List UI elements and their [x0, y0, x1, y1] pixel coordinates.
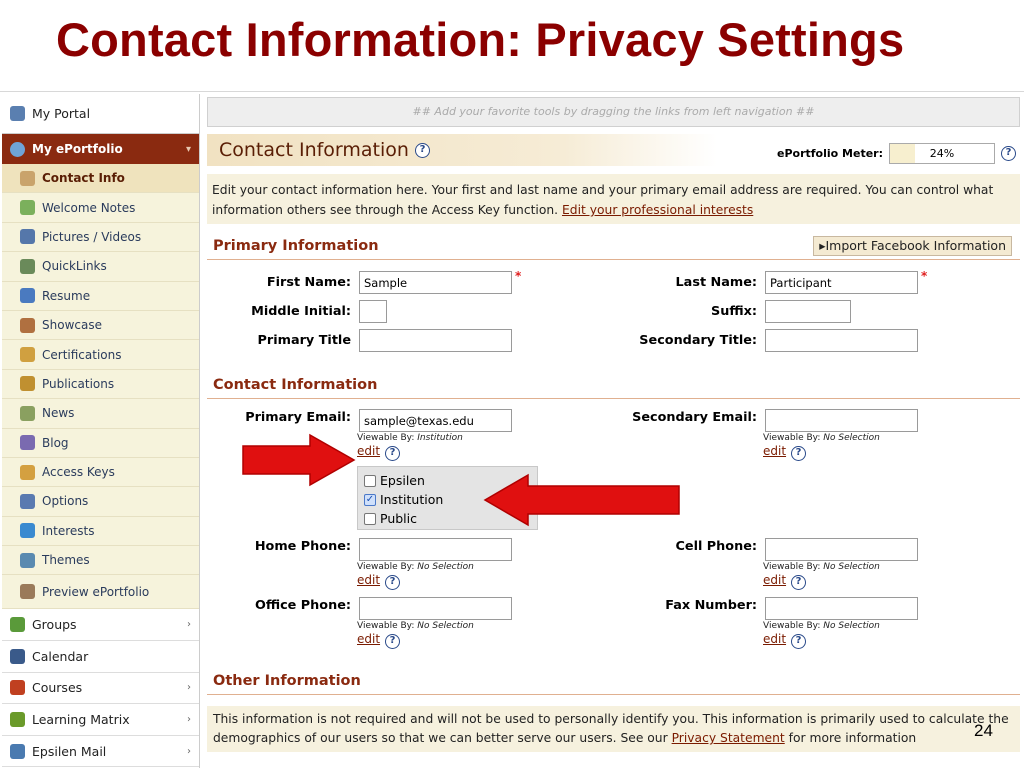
meter-help-icon[interactable]: ?	[1001, 146, 1016, 161]
globe-icon	[20, 523, 35, 538]
showcase-icon	[20, 318, 35, 333]
sidebar-item-pictures-videos[interactable]	[2, 223, 199, 252]
office-phone-label: Office Phone:	[254, 598, 351, 613]
cell-phone-viewable: Viewable By: No Selection	[763, 562, 880, 572]
eportfolio-meter	[889, 143, 995, 164]
sidebar-item-options[interactable]	[2, 487, 199, 516]
checkbox[interactable]	[364, 475, 376, 487]
other-info-tail: for more information	[788, 731, 917, 745]
sidebar-item-label: Themes	[42, 553, 90, 568]
help-icon[interactable]: ?	[385, 575, 400, 590]
contact-info-header	[207, 134, 717, 166]
sidebar-item-calendar[interactable]	[2, 641, 199, 673]
main-nav-list	[2, 609, 199, 767]
sidebar-item-label: Preview ePortfolio	[42, 584, 150, 599]
fax-number-edit-link[interactable]: edit	[763, 632, 787, 646]
groups-icon	[10, 617, 25, 632]
office-phone-viewable: Viewable By: No Selection	[357, 621, 474, 631]
other-info-text: This information is not required and will not be used to personally identify you. This information is primarily used to calculate the demographics of our users so that we can better serve our users. See our	[213, 712, 1009, 745]
calendar-icon	[10, 649, 25, 664]
help-icon[interactable]: ?	[791, 575, 806, 590]
section-title: Contact Information	[213, 377, 378, 393]
sidebar-item-label: Welcome Notes	[42, 200, 136, 215]
secondary-title-field[interactable]	[765, 329, 918, 352]
sidebar-item-certifications[interactable]	[2, 340, 199, 369]
help-icon[interactable]: ?	[385, 634, 400, 649]
triangle-right-icon: ▸	[819, 238, 826, 253]
first-name-label: First Name:	[266, 275, 351, 290]
sidebar-item-contact-info[interactable]	[2, 164, 199, 193]
mail-icon	[10, 744, 25, 759]
chevron-right-icon: ›	[187, 682, 191, 694]
sidebar-item-label: QuickLinks	[42, 259, 107, 274]
list-icon	[20, 494, 35, 509]
contact-card-icon	[20, 171, 35, 186]
required-asterisk: *	[515, 269, 522, 283]
courses-icon	[10, 680, 25, 695]
slide-title: Contact Information: Privacy Settings	[56, 13, 905, 66]
nav-my-eportfolio-label: My ePortfolio	[32, 142, 123, 156]
secondary-title-label: Secondary Title:	[639, 333, 757, 348]
sidebar-item-label: Learning Matrix	[32, 712, 130, 728]
help-icon[interactable]: ?	[791, 634, 806, 649]
description-box	[207, 174, 1020, 224]
primary-info-section	[207, 234, 1020, 260]
home-phone-edit-link[interactable]: edit	[357, 573, 381, 587]
secondary-email-viewable: Viewable By: No Selection	[763, 433, 880, 443]
primary-email-viewable: Viewable By: Institution	[357, 433, 463, 443]
sidebar-item-label: News	[42, 406, 75, 421]
link-chain-icon	[20, 259, 35, 274]
sidebar-item-interests[interactable]	[2, 517, 199, 546]
sidebar-item-label: Calendar	[32, 648, 89, 664]
cell-phone-field[interactable]	[765, 538, 918, 561]
annotation-arrow-right	[240, 432, 358, 488]
home-phone-label: Home Phone:	[254, 539, 351, 554]
sidebar-item-welcome-notes[interactable]	[2, 193, 199, 222]
suffix-label: Suffix:	[711, 304, 757, 319]
office-phone-edit-link[interactable]: edit	[357, 632, 381, 646]
other-info-box	[207, 706, 1020, 752]
primary-email-edit-link[interactable]: edit	[357, 444, 381, 458]
chevron-down-icon: ▾	[185, 143, 191, 155]
other-info-section	[207, 669, 1020, 695]
people-icon	[20, 435, 35, 450]
sidebar-item-label: Access Keys	[42, 465, 115, 480]
theme-icon	[20, 553, 35, 568]
sidebar-item-preview-eportfolio[interactable]	[2, 575, 199, 609]
cell-phone-edit-link[interactable]: edit	[763, 573, 787, 587]
cell-phone-label: Cell Phone:	[675, 539, 757, 554]
edit-interests-link[interactable]: Edit your professional interests	[562, 203, 754, 217]
last-name-field[interactable]	[765, 271, 918, 294]
last-name-label: Last Name:	[675, 275, 757, 290]
main-content	[205, 94, 1020, 768]
secondary-email-edit-link[interactable]: edit	[763, 444, 787, 458]
nav-my-eportfolio[interactable]	[2, 134, 199, 164]
sidebar-item-themes[interactable]	[2, 546, 199, 575]
sidebar-item-label: Blog	[42, 435, 69, 450]
section-title: Primary Information	[213, 238, 379, 254]
help-icon[interactable]: ?	[791, 446, 806, 461]
sidebar-item-label: Epsilen Mail	[32, 743, 107, 759]
middle-initial-label: Middle Initial:	[251, 304, 351, 319]
sidebar-item-blog[interactable]	[2, 429, 199, 458]
middle-initial-field[interactable]	[359, 300, 387, 323]
chevron-right-icon: ›	[187, 745, 191, 757]
sidebar-item-label: Courses	[32, 680, 83, 696]
secondary-email-label: Secondary Email:	[632, 410, 757, 425]
help-icon[interactable]: ?	[385, 446, 400, 461]
page-title: Contact Information ?	[219, 139, 430, 161]
home-phone-field[interactable]	[359, 538, 512, 561]
chevron-right-icon: ›	[187, 714, 191, 726]
sidebar-item-quicklinks[interactable]	[2, 252, 199, 281]
suffix-field[interactable]	[765, 300, 851, 323]
option-public[interactable]: Public	[364, 511, 417, 526]
help-icon[interactable]: ?	[415, 143, 430, 158]
tag-icon	[20, 406, 35, 421]
meter-value: 24%	[929, 147, 955, 160]
sidebar-item-publications[interactable]	[2, 370, 199, 399]
sidebar-item-label: Contact Info	[42, 171, 125, 186]
sidebar-item-groups[interactable]	[2, 609, 199, 641]
section-title: Other Information	[213, 673, 361, 689]
sidebar-item-access-keys[interactable]	[2, 458, 199, 487]
slide-title-bar	[0, 0, 1024, 92]
preview-icon	[20, 584, 35, 599]
import-facebook-button[interactable]: ▸Import Facebook Information	[813, 236, 1012, 256]
book-icon	[20, 376, 35, 391]
sidebar-item-label: Interests	[42, 523, 95, 538]
fax-number-label: Fax Number:	[665, 598, 757, 613]
primary-title-field[interactable]	[359, 329, 512, 352]
sidebar	[2, 94, 200, 768]
film-icon	[20, 229, 35, 244]
fax-number-field[interactable]	[765, 597, 918, 620]
chevron-right-icon: ›	[187, 619, 191, 631]
sidebar-item-label: Options	[42, 494, 89, 509]
sidebar-item-label: Showcase	[42, 318, 102, 333]
first-name-field[interactable]	[359, 271, 512, 294]
key-icon	[20, 465, 35, 480]
sidebar-item-resume[interactable]	[2, 282, 199, 311]
nav-my-portal-label: My Portal	[32, 106, 91, 121]
certificate-icon	[20, 347, 35, 362]
option-institution[interactable]: ✓ Institution	[365, 492, 444, 507]
fax-number-viewable: Viewable By: No Selection	[763, 621, 880, 631]
note-pencil-icon	[20, 200, 35, 215]
sidebar-item-label: Certifications	[42, 347, 122, 362]
sidebar-item-label: Groups	[32, 617, 77, 633]
checkbox[interactable]: ✓	[365, 493, 375, 505]
sidebar-item-news[interactable]	[2, 399, 199, 428]
contact-info-section	[207, 373, 1020, 399]
nav-my-portal[interactable]	[2, 94, 199, 134]
sidebar-item-label: Publications	[42, 376, 115, 391]
matrix-icon	[10, 712, 25, 727]
sidebar-item-courses[interactable]	[2, 673, 199, 705]
home-phone-viewable: Viewable By: No Selection	[357, 562, 474, 572]
sidebar-item-epsilen-mail[interactable]	[2, 736, 199, 768]
sidebar-item-showcase[interactable]	[2, 311, 199, 340]
checkbox[interactable]	[364, 513, 376, 525]
option-epsilen[interactable]: Epsilen	[364, 473, 425, 488]
sidebar-item-label: Pictures / Videos	[42, 229, 142, 244]
eportfolio-icon	[10, 142, 25, 157]
privacy-statement-link[interactable]: Privacy Statement	[671, 731, 785, 745]
description-text: Edit your contact information here. Your first and last name and your primary email address are required. You can control what information others see through the Access Key function.	[212, 183, 994, 217]
meter-label: ePortfolio Meter:	[777, 147, 883, 160]
secondary-email-field[interactable]	[765, 409, 918, 432]
primary-title-label: Primary Title	[257, 333, 351, 348]
eportfolio-submenu	[2, 164, 199, 609]
sidebar-item-label: Resume	[42, 288, 91, 303]
portal-icon	[10, 106, 25, 121]
sidebar-item-learning-matrix[interactable]	[2, 704, 199, 736]
office-phone-field[interactable]	[359, 597, 512, 620]
annotation-arrow-left	[482, 472, 682, 528]
resume-icon	[20, 288, 35, 303]
required-asterisk: *	[921, 269, 928, 283]
primary-email-label: Primary Email:	[245, 410, 351, 425]
primary-email-field[interactable]	[359, 409, 512, 432]
page-number: 24	[974, 721, 993, 740]
drop-zone-hint[interactable]: ## Add your favorite tools by dragging the links from left navigation ##	[207, 97, 1020, 127]
